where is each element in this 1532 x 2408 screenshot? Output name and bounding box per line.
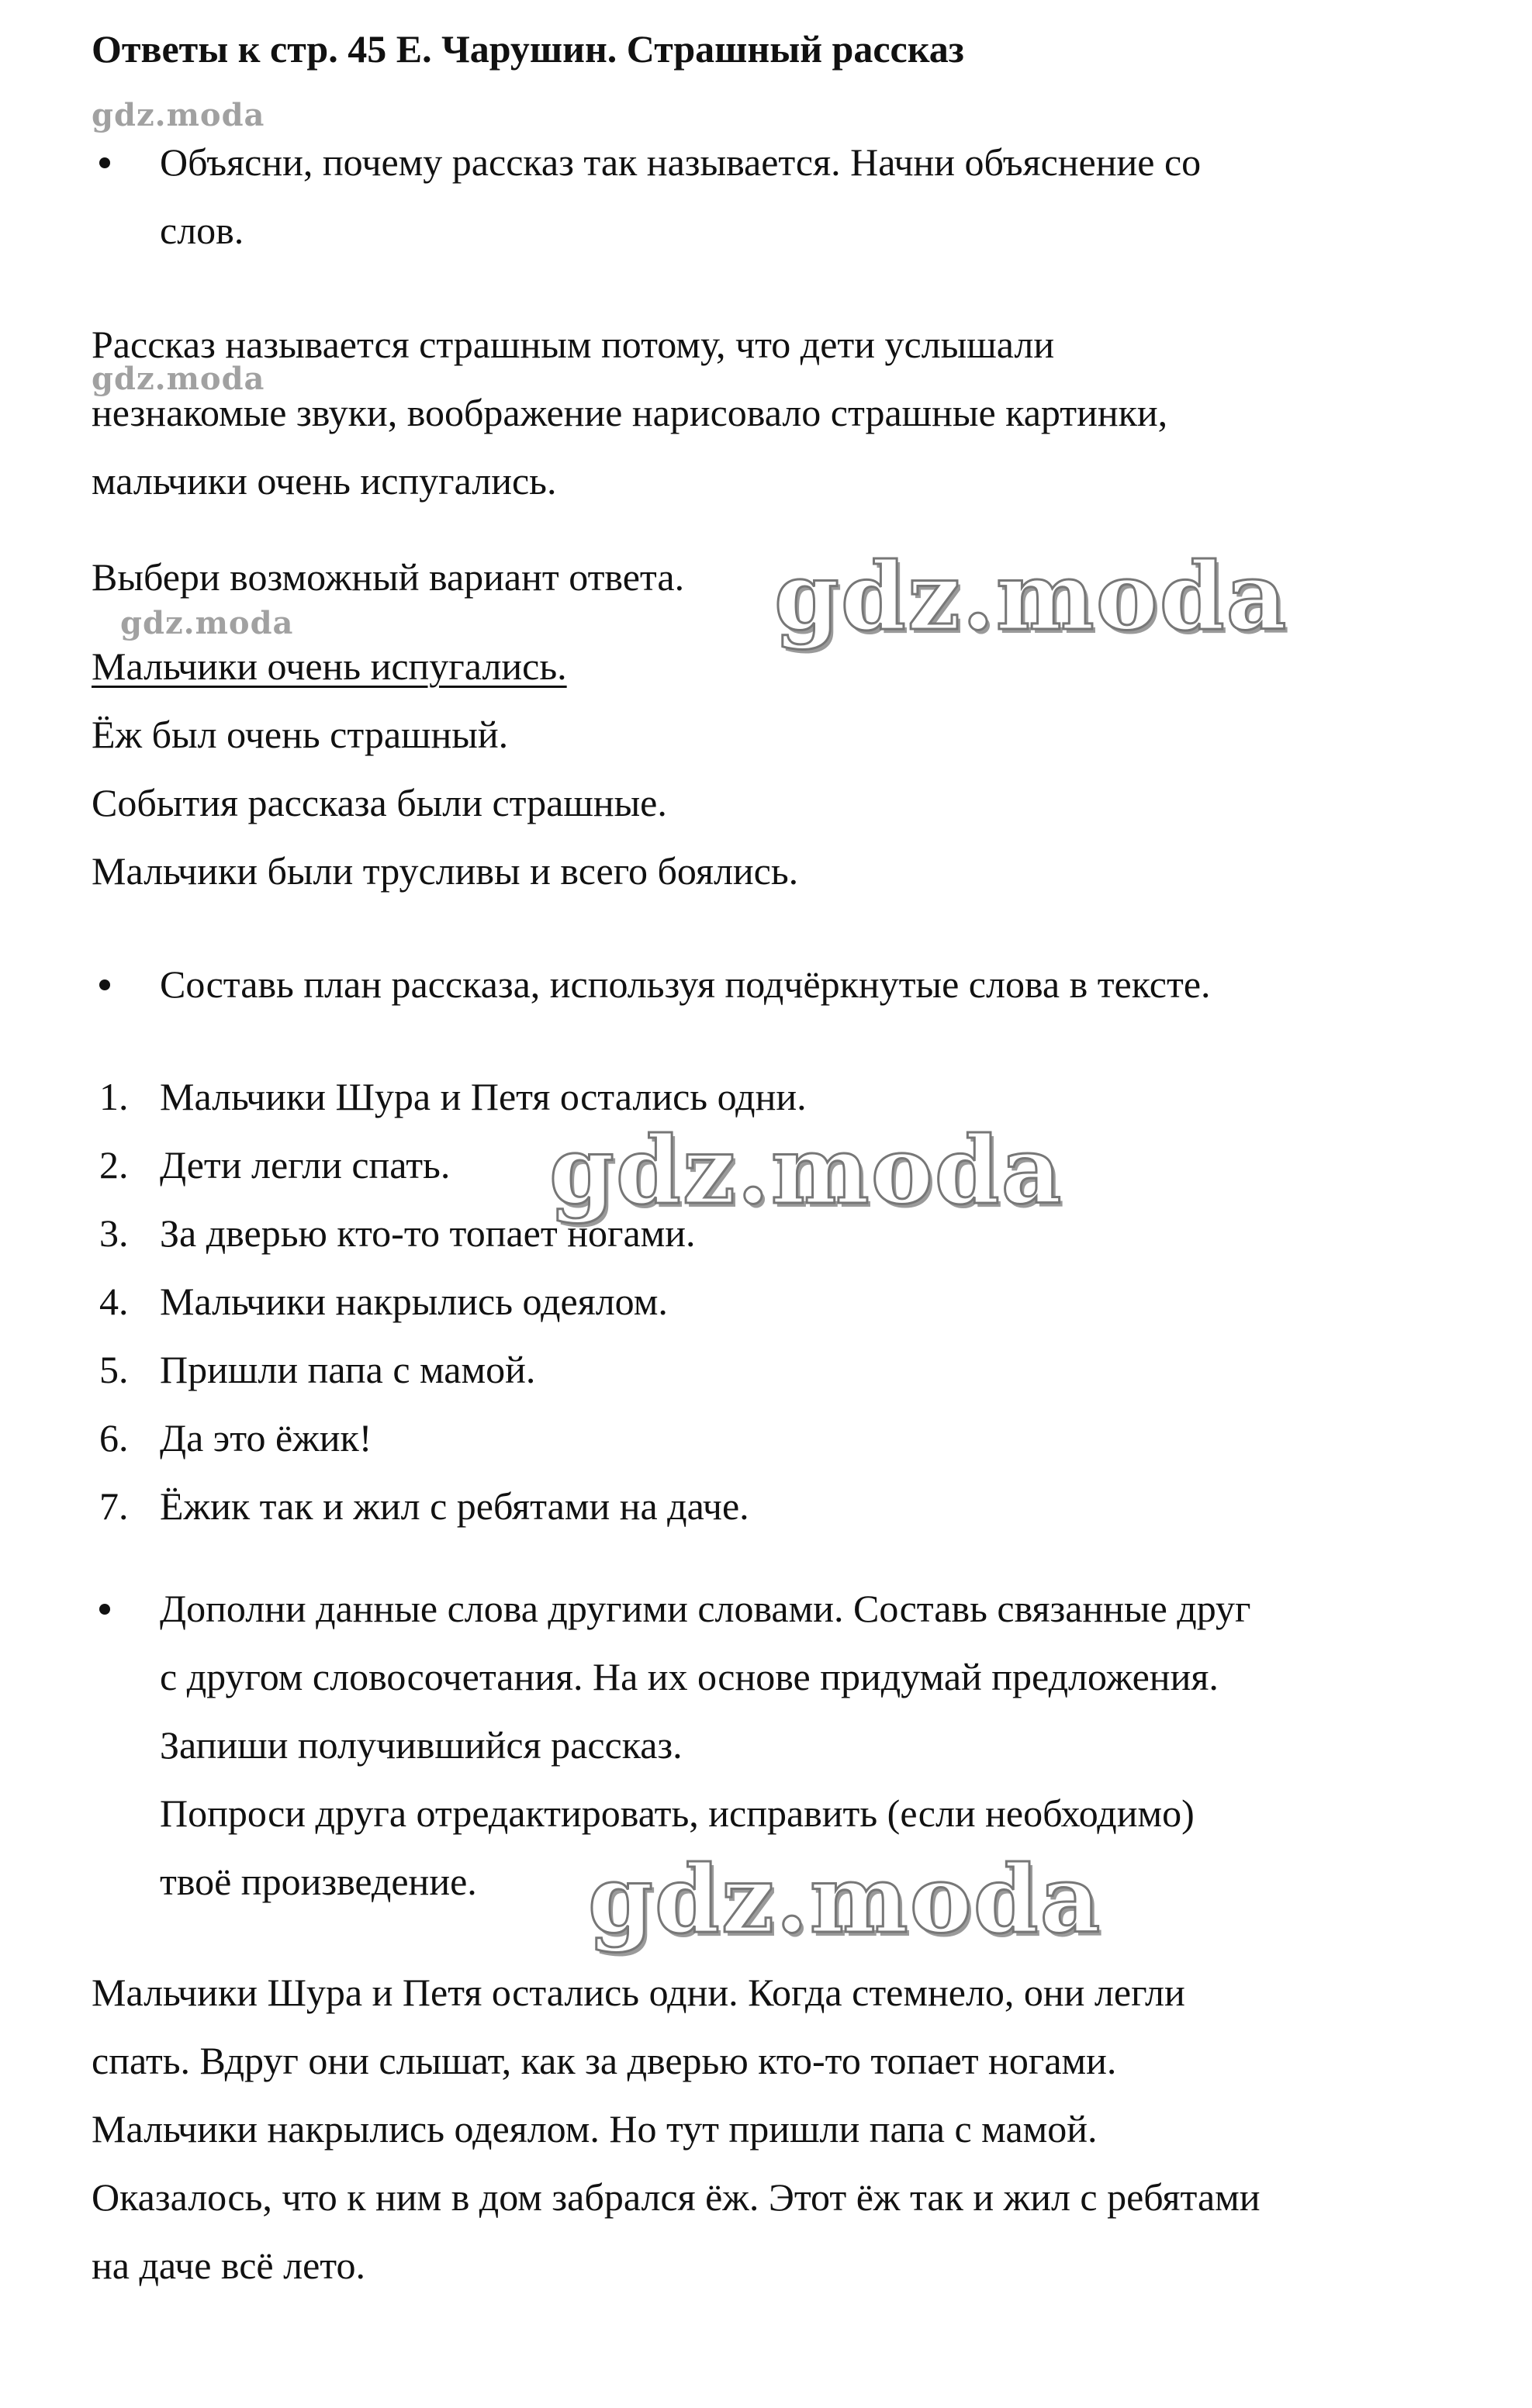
watermark-large: gdz.moda <box>549 1116 1063 1225</box>
choice-option: События рассказа были страшные. <box>92 781 667 824</box>
answer-1 <box>92 310 1167 515</box>
watermark-small: gdz.moda <box>92 97 265 133</box>
answer-1-line: незнакомые звуки, воображение нарисовало страшные картинки, <box>92 391 1168 434</box>
question-3-line: твоё произведение. <box>160 1860 477 1903</box>
choice-options <box>92 632 798 905</box>
watermark-large: gdz.moda <box>774 542 1288 651</box>
watermark-large: gdz.moda <box>588 1845 1102 1954</box>
question-1-line: Объясни, почему рассказ так называется. Начни объяснение со <box>160 140 1202 184</box>
page-title: Ответы к стр. 45 Е. Чарушин. Страшный рассказ <box>92 27 964 71</box>
choice-prompt: Выбери возможный вариант ответа. <box>92 555 685 599</box>
question-3-line: Запиши получившийся рассказ. <box>160 1723 683 1767</box>
story-line: Оказалось, что к ним в дом забрался ёж. Этот ёж так и жил с ребятами <box>92 2175 1261 2219</box>
choice-option: Мальчики были трусливы и всего боялись. <box>92 849 799 893</box>
document-page: Ответы к стр. 45 Е. Чарушин. Страшный рассказ Объясни, почему рассказ так называется. Начни объяснение со слов. Рассказ называется страшным потому, что дети услышали незнакомые звуки, воображение нарисовало страшные картинки, мальчики очень испугались. Выбери возможный вариант ответа. Мальчики очень испугались. Ёж был очень страшный. События рассказа были страшные. Мальчики были трусливы и всего боялись. Составь план рассказа, используя подчёркнутые слова в тексте. 1. Мальчики Шура и Петя остались одни. 2. Дети легли спать. 3. За дверью кто-то топает ногами. 4. Мальчики накрылись одеялом. 5. Пришли папа с мамой. 6. Да это ёжик! 7. Ёжик так и жил с ребятами на даче. Дополни данные слова другими словами. Составь связанные друг с другом словосочетания. На их основе придумай предложения. Запиши получившийся рассказ. Попроси друга отредактировать, исправить (если необходимо) твоё произведение. Мальчики Шура и Петя остались одни. Когда стемнело, они легли спать. Вдруг они слышат, как за дверью кто-то топает ногами. Мальчики накрылись одеялом. Но тут пришли папа с мамой. Оказалось, что к ним в дом забрался ёж. Этот ёж так и жил с ребятами на даче всё лето. gdz.moda gdz.moda gdz.moda gdz.moda gdz.moda gdz.moda <box>0 0 1532 2408</box>
story-line: Мальчики Шура и Петя остались одни. Когда стемнело, они легли <box>92 1971 1185 2014</box>
question-1-line: слов. <box>160 209 244 252</box>
story-text <box>92 1958 1261 2299</box>
choice-option: Ёж был очень страшный. <box>92 713 509 756</box>
question-3-line: Дополни данные слова другими словами. Составь связанные друг <box>160 1587 1251 1630</box>
question-3-line: с другом словосочетания. На их основе придумай предложения. <box>160 1655 1219 1698</box>
bullet-icon <box>99 157 110 168</box>
story-line: спать. Вдруг они слышат, как за дверью кто-то топает ногами. <box>92 2039 1117 2082</box>
question-3-line: Попроси друга отредактировать, исправить (если необходимо) <box>160 1791 1195 1835</box>
answer-1-line: мальчики очень испугались. <box>92 459 557 503</box>
story-line: на даче всё лето. <box>92 2244 365 2287</box>
watermark-small: gdz.moda <box>92 361 265 397</box>
question-2-text: Составь план рассказа, используя подчёркнутые слова в тексте. <box>160 962 1211 1006</box>
choice-option-selected: Мальчики очень испугались. <box>92 644 567 688</box>
answer-1-line: Рассказ называется страшным потому, что дети услышали <box>92 323 1055 366</box>
bullet-icon <box>99 979 110 990</box>
bullet-icon <box>99 1604 110 1615</box>
watermark-small: gdz.moda <box>120 605 294 641</box>
story-line: Мальчики накрылись одеялом. Но тут пришли папа с мамой. <box>92 2107 1098 2151</box>
